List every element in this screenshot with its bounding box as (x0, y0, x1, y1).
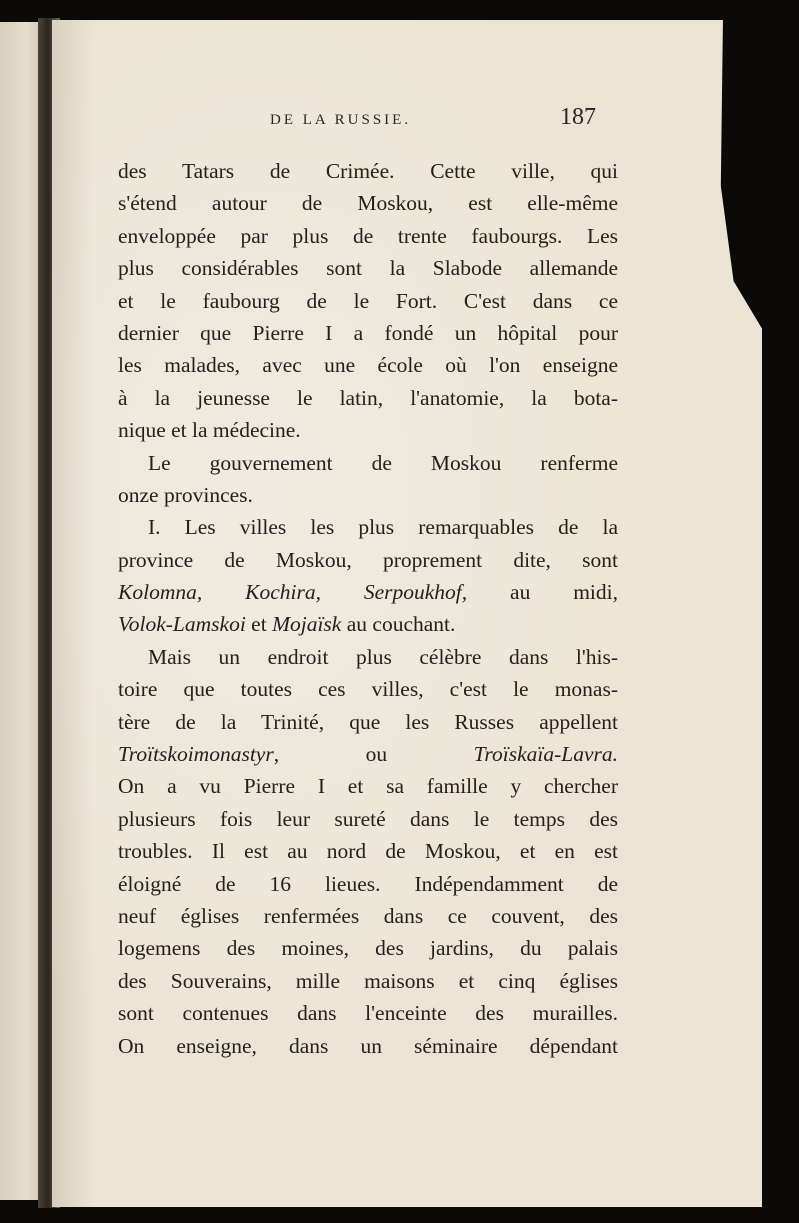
text-line: On a vu Pierre I et sa famille y chercher (118, 774, 618, 799)
body-text (118, 155, 618, 1062)
text-fragment: , ou (273, 742, 474, 767)
text-line: des Tatars de Crimée. Cette ville, qui (118, 159, 618, 183)
text-line: à la jeunesse le latin, l'anatomie, la bota- (118, 385, 618, 410)
italic-place-names: Kolomna, Kochira, Serpoukhof, (118, 580, 468, 605)
text-line-italic-places (118, 608, 618, 640)
text-line: s'étend autour de Moskou, est elle-même (118, 191, 618, 216)
italic-place-name: Troïskaïa-Lavra. (473, 742, 618, 767)
text-line: On enseigne, dans un séminaire dépendant (118, 1033, 618, 1058)
text-line-italic-places (118, 576, 618, 608)
italic-place-name: Mojaïsk (272, 612, 342, 637)
text-line: tère de la Trinité, que les Russes appellent (118, 709, 618, 734)
text-line: des Souverains, mille maisons et cinq églises (118, 968, 618, 993)
text-line: troubles. Il est au nord de Moskou, et en est (118, 839, 618, 864)
text-line: sont contenues dans l'enceinte des murailles. (118, 1001, 618, 1026)
text-line: plus considérables sont la Slabode allemande (118, 256, 618, 281)
text-line: logemens des moines, des jardins, du palais (118, 936, 618, 961)
italic-place-name: Volok-Lamskoi (118, 612, 246, 637)
text-line: plusieurs fois leur sureté dans le temps des (118, 806, 618, 831)
text-line: I. Les villes les plus remarquables de la (148, 515, 618, 540)
text-line-italic-places (118, 738, 618, 770)
text-fragment: et (245, 612, 273, 637)
text-line: Le gouvernement de Moskou renferme (148, 450, 618, 475)
text-line: Mais un endroit plus célèbre dans l'his- (148, 644, 618, 669)
page-number: 187 (560, 104, 596, 130)
text-fragment: au couchant. (341, 612, 456, 637)
text-line: dernier que Pierre I a fondé un hôpital pour (118, 320, 618, 345)
text-line: les malades, avec une école où l'on enseigne (118, 353, 618, 378)
text-line: province de Moskou, proprement dite, sont (118, 547, 618, 572)
text-line: neuf églises renfermées dans ce couvent, des (118, 903, 618, 928)
text-line: enveloppée par plus de trente faubourgs. Les (118, 223, 618, 248)
italic-place-name: Troïtskoimonastyr (118, 742, 274, 767)
running-head: DE LA RUSSIE. (270, 112, 412, 128)
text-fragment: au midi, (467, 580, 618, 605)
text-line: nique et la médecine. (118, 418, 301, 443)
text-line: et le faubourg de le Fort. C'est dans ce (118, 288, 618, 313)
text-line: onze provinces. (118, 482, 253, 507)
text-line: éloigné de 16 lieues. Indépendamment de (118, 871, 618, 896)
text-line: toire que toutes ces villes, c'est le monas- (118, 677, 618, 702)
